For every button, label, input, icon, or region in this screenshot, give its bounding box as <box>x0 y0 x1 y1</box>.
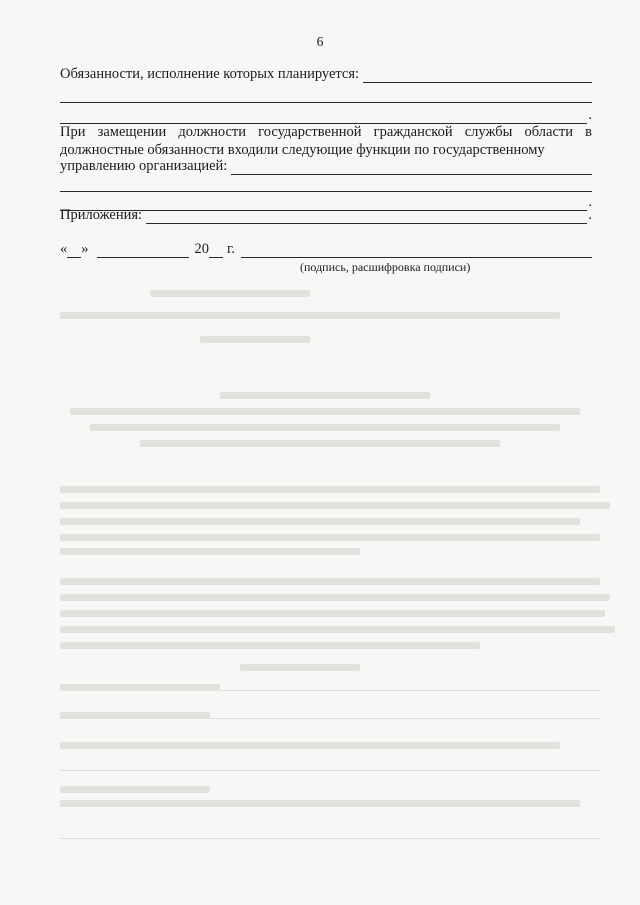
duties-planned-row <box>60 66 592 83</box>
duties-planned-row-3 <box>60 107 592 124</box>
year-blank[interactable] <box>209 243 223 258</box>
day-blank[interactable] <box>67 243 81 258</box>
attachments-end-mark: . <box>588 207 592 223</box>
year-prefix: 20 <box>194 241 209 257</box>
duties-planned-row-2 <box>60 88 592 103</box>
attachments-row <box>60 207 592 224</box>
replacement-last-line <box>60 158 592 175</box>
attachments-label: Приложения: <box>60 207 143 223</box>
replacement-paragraph: При замещении должности государственной гражданской службы области в должностные обязанности входили следующие функции по государственному <box>60 124 592 158</box>
year-suffix: г. <box>227 241 235 257</box>
replacement-end-mark: . <box>588 194 592 210</box>
duties-planned-blank-1[interactable] <box>363 68 592 83</box>
duties-planned-blank-2[interactable] <box>60 88 592 103</box>
month-blank[interactable] <box>97 243 189 258</box>
replacement-last-line-label: управлению организацией: <box>60 158 228 174</box>
attachments-blank[interactable] <box>146 209 587 224</box>
page-number: 6 <box>316 34 324 49</box>
date-open-quote: « <box>60 241 68 257</box>
signature-caption: (подпись, расшифровка подписи) <box>300 260 471 274</box>
replacement-blank-1[interactable] <box>231 160 592 175</box>
duties-planned-end-mark: . <box>588 107 592 123</box>
date-close-quote: » <box>81 241 89 257</box>
replacement-blank-2[interactable] <box>60 177 592 192</box>
duties-planned-blank-3[interactable] <box>60 109 587 124</box>
signature-blank[interactable] <box>241 243 592 258</box>
date-signature-row <box>60 241 592 258</box>
duties-planned-label: Обязанности, исполнение которых планируется: <box>60 66 360 82</box>
replacement-row-2 <box>60 177 592 192</box>
